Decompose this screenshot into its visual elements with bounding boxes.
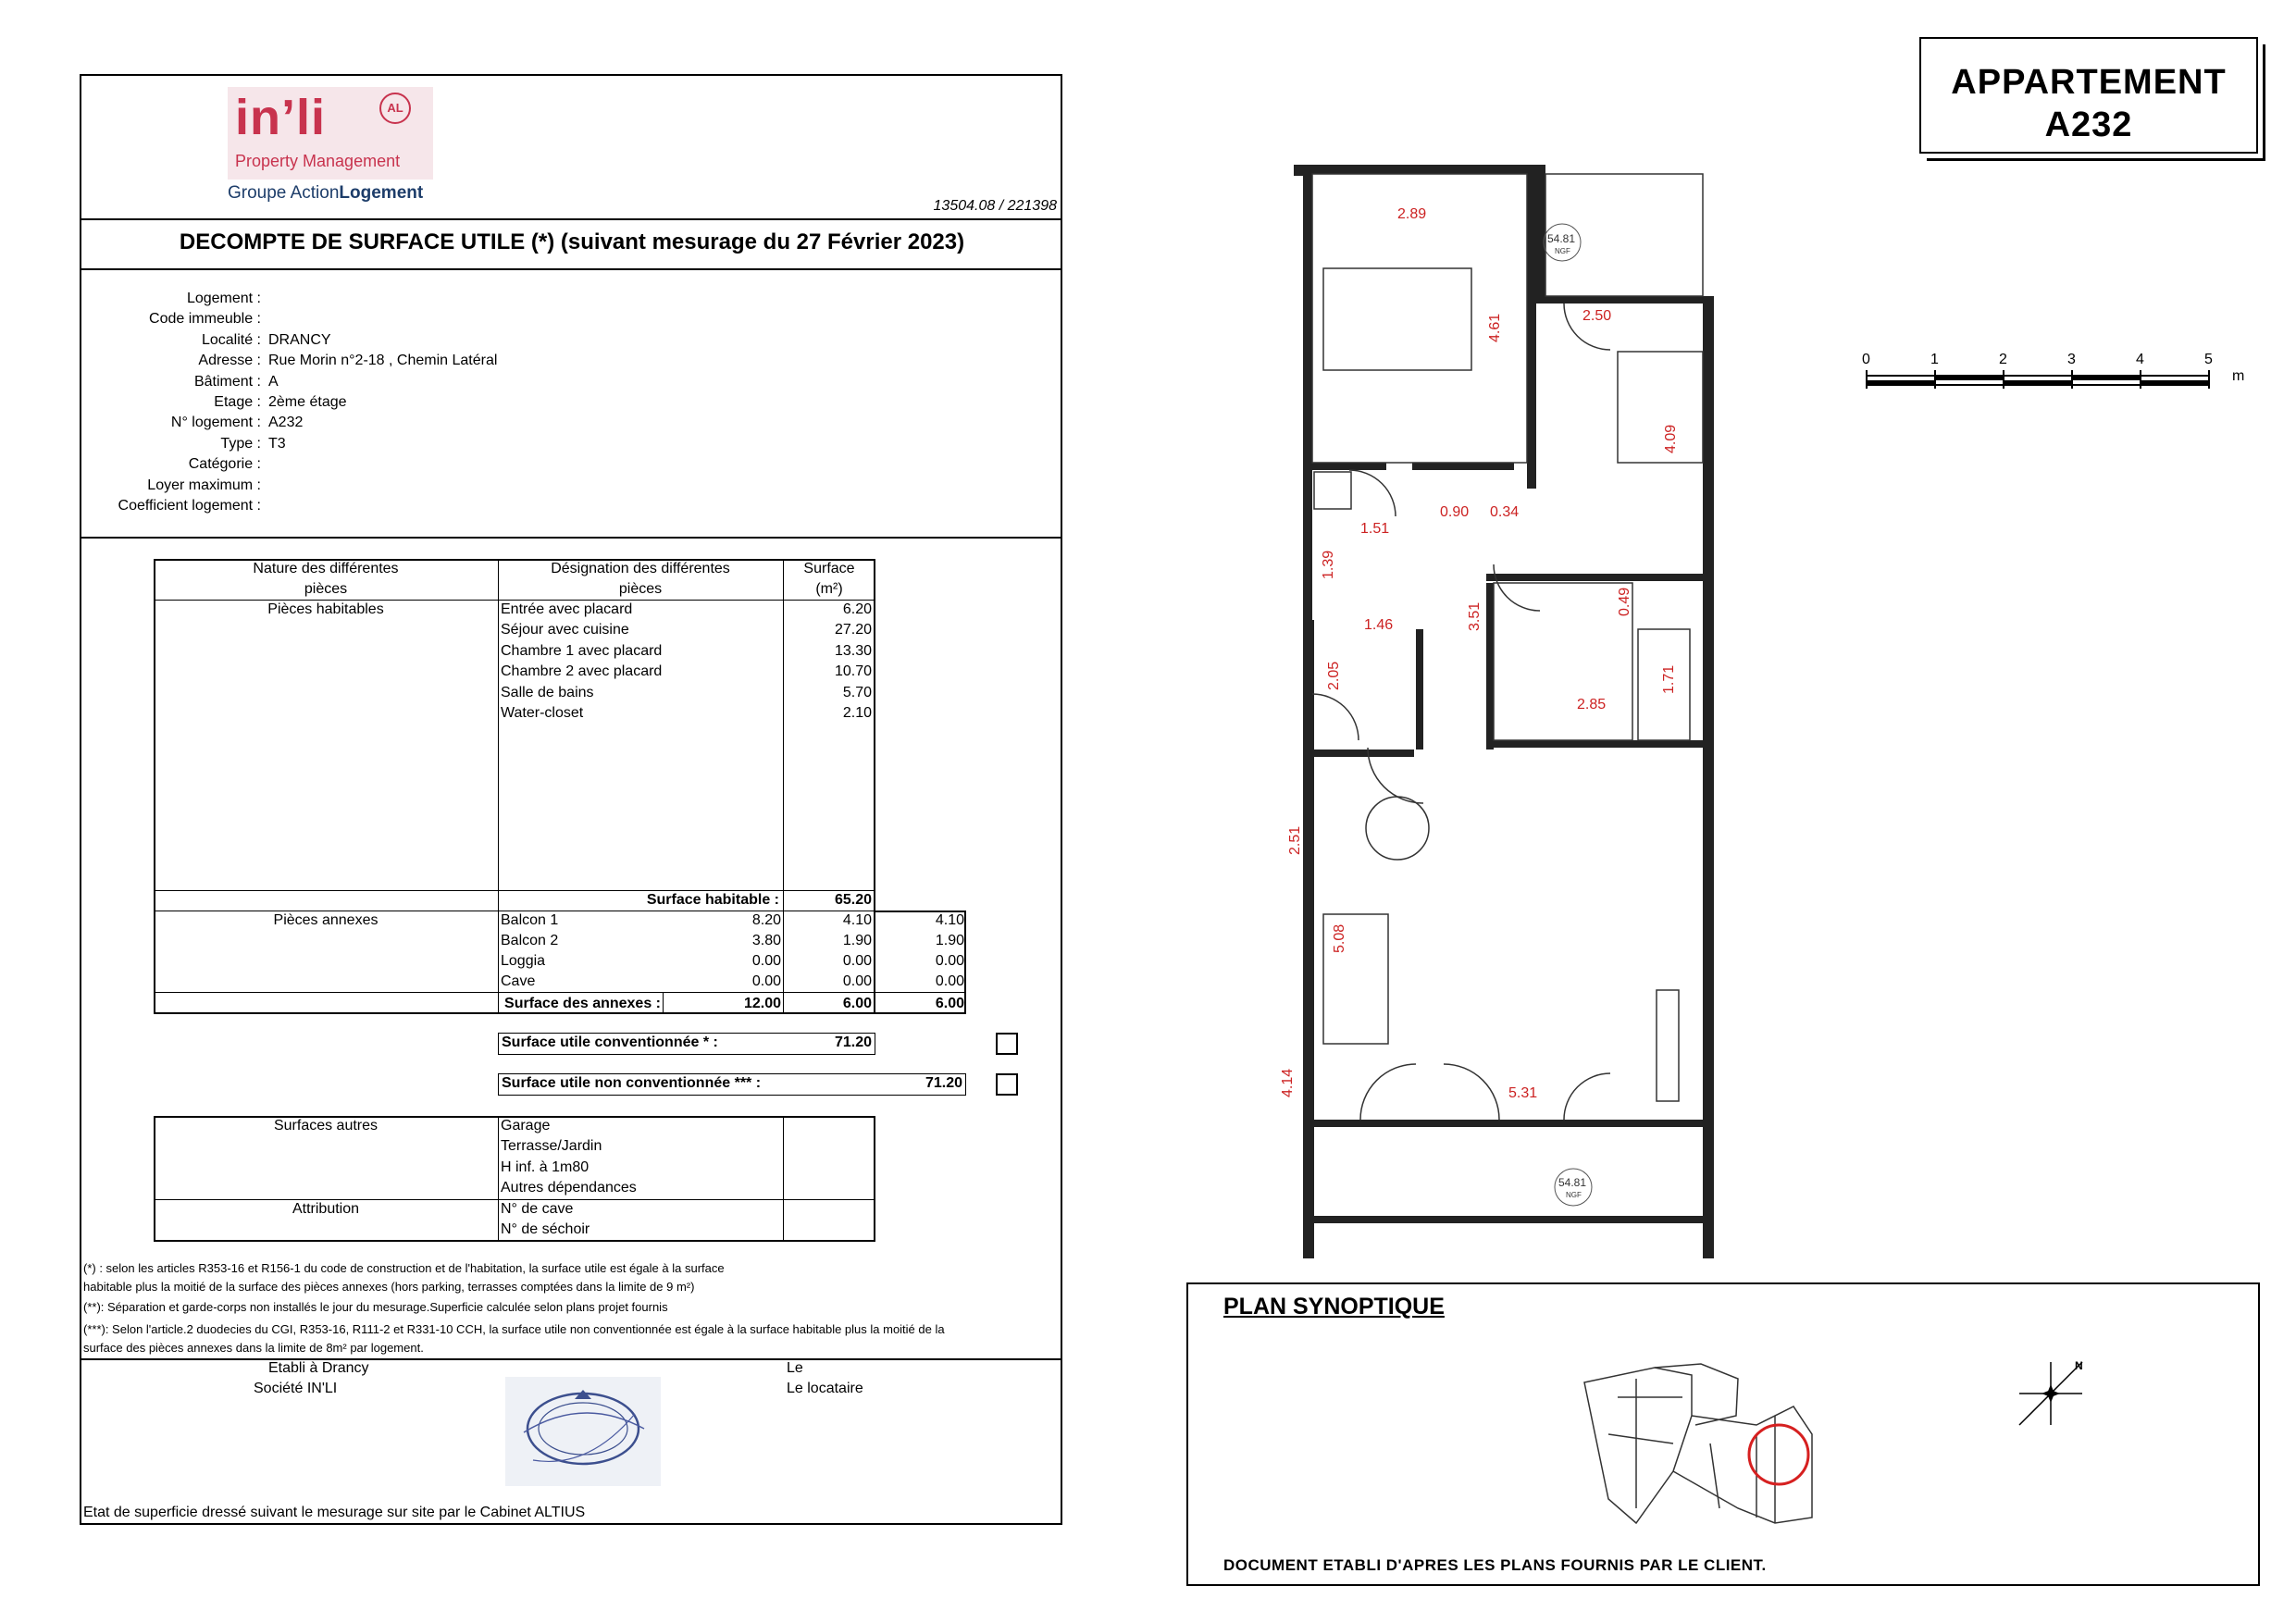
head-nature-2: pièces: [304, 581, 348, 597]
apartment-line2: A232: [2044, 105, 2133, 144]
surface-habitable-value: 65.20: [834, 892, 872, 908]
info-label: N° logement :: [170, 415, 261, 431]
info-value: T3: [268, 435, 286, 452]
habitable-row-surface: 2.10: [842, 705, 872, 721]
plan-dim-2: 4.61: [1487, 313, 1503, 342]
annex-row-v1: 8.20: [751, 912, 781, 928]
autres-label: Surfaces autres: [273, 1118, 379, 1134]
habitable-row-name: Séjour avec cuisine: [501, 622, 629, 638]
annexes-total-3: 6.00: [935, 996, 964, 1011]
head-desig-2: pièces: [618, 581, 663, 597]
col-line: [874, 911, 875, 1014]
annex-row-v3: 0.00: [935, 973, 964, 989]
annex-row-v2: 0.00: [842, 953, 872, 969]
head-desig-1: Désignation des différentes: [551, 561, 730, 576]
info-label: Catégorie :: [188, 456, 261, 473]
floor-plan: [1268, 157, 1749, 1258]
reference-number: 13504.08 / 221398: [933, 198, 1057, 214]
info-label: Code immeuble :: [149, 311, 261, 328]
autres-item: H inf. à 1m80: [501, 1158, 590, 1175]
info-label: Adresse :: [198, 353, 261, 369]
synoptique-plan: [1581, 1360, 1821, 1527]
habitable-row-surface: 6.20: [842, 601, 872, 617]
info-value: DRANCY: [268, 331, 331, 348]
info-label: Bâtiment :: [193, 373, 261, 390]
sign-le: Le: [787, 1360, 803, 1376]
ngf-sub-1: NGF: [1555, 247, 1570, 255]
synoptique-title: PLAN SYNOPTIQUE: [1223, 1294, 1445, 1319]
info-label: Type :: [220, 435, 261, 452]
plan-dim-13: 2.05: [1326, 661, 1342, 690]
attribution-item: N° de cave: [501, 1201, 574, 1217]
annexes-total-1: 12.00: [743, 996, 781, 1011]
info-label: Coefficient logement :: [118, 498, 261, 514]
info-value: Rue Morin n°2-18 , Chemin Latéral: [268, 353, 498, 369]
annex-row-name: Balcon 2: [501, 933, 559, 948]
col-line: [498, 1116, 499, 1242]
apartment-box: [1919, 37, 2258, 154]
note-2: habitable plus la moitié de la surface des pièces annexes (hors parking, terrasses comptées dans la limite de 9 m²): [83, 1280, 695, 1294]
plan-dim-18: 4.14: [1280, 1068, 1296, 1097]
head-surf-2: (m²): [815, 581, 843, 597]
scale-tick-5: 5: [2204, 352, 2213, 367]
col-line: [783, 911, 784, 1014]
scale-unit: m: [2232, 368, 2245, 384]
plan-dim-6: 0.34: [1490, 504, 1520, 520]
scale-tick-4: 4: [2136, 352, 2144, 367]
synoptique-footer: DOCUMENT ETABLI D'APRES LES PLANS FOURNIS PAR LE CLIENT.: [1223, 1556, 1767, 1574]
divider: [81, 1358, 1061, 1360]
info-label: Localité :: [201, 331, 261, 348]
plan-dim-17: 5.31: [1508, 1085, 1538, 1101]
conv-checkbox[interactable]: [996, 1033, 1018, 1055]
page-title: DECOMPTE DE SURFACE UTILE (*) (suivant mesurage du 27 Février 2023): [179, 229, 965, 254]
head-surf-1: Surface: [803, 561, 855, 576]
plan-dim-1: 2.89: [1397, 206, 1427, 222]
info-value: 2ème étage: [268, 394, 347, 410]
apartment-location-marker: [1749, 1425, 1808, 1484]
annex-row-v1: 0.00: [751, 953, 781, 969]
compass-north: N: [2075, 1359, 2083, 1372]
row-line: [154, 992, 966, 993]
scale-graphic: [1866, 370, 2212, 390]
autres-item: Autres dépendances: [501, 1180, 637, 1196]
plan-dim-5: 0.90: [1440, 504, 1470, 520]
sign-societe: Société IN'LI: [254, 1381, 338, 1396]
autres-item: Garage: [501, 1118, 551, 1134]
annex-row-v3: 4.10: [935, 912, 964, 928]
attribution-item: N° de séchoir: [501, 1221, 590, 1238]
conv-label: Surface utile conventionnée * :: [502, 1035, 718, 1050]
scale-tick-1: 1: [1930, 352, 1939, 367]
conv-value: 71.20: [834, 1035, 872, 1050]
col-line: [783, 1116, 784, 1242]
habitables-label: Pièces habitables: [267, 601, 384, 617]
sign-footer: Etat de superficie dressé suivant le mesurage sur site par le Cabinet ALTIUS: [83, 1505, 586, 1520]
head-nature-1: Nature des différentes: [253, 561, 399, 576]
habitable-row-name: Water-closet: [501, 705, 584, 721]
habitable-row-surface: 13.30: [834, 642, 872, 659]
plan-dim-4: 4.09: [1663, 424, 1679, 453]
attribution-label: Attribution: [292, 1201, 360, 1217]
sign-etabli: Etabli à Drancy: [268, 1360, 369, 1376]
autres-item: Terrasse/Jardin: [501, 1138, 602, 1155]
plan-dim-15: 2.51: [1287, 825, 1303, 855]
ngf-level-1: 54.81: [1547, 232, 1576, 245]
habitable-row-name: Salle de bains: [501, 684, 594, 700]
logo-line2-a: Groupe Action: [228, 183, 340, 203]
note-5: surface des pièces annexes dans la limite de 8m² par logement.: [83, 1341, 424, 1355]
logo-brand-text: in’li: [235, 90, 326, 145]
annex-row-v1: 0.00: [751, 973, 781, 989]
col-line: [498, 559, 499, 1014]
annex-row-v2: 1.90: [842, 933, 872, 948]
logo-line2: [228, 183, 423, 204]
habitable-row-surface: 10.70: [834, 663, 872, 680]
ngf-sub-2: NGF: [1566, 1191, 1582, 1199]
plan-dim-12: 1.71: [1661, 664, 1677, 694]
note-1: (*) : selon les articles R353-16 et R156-1 du code de construction et de l'habitation, la surface utile est égale à la surface: [83, 1261, 725, 1275]
note-4: (***): Selon l'article.2 duodecies du CGI, R353-16, R111-2 et R331-10 CCH, la surface utile non conventionnée est égale à la surface habitable plus la moitié de la: [83, 1322, 945, 1336]
logo-line2-b: Logement: [339, 183, 424, 203]
annexes-label: Pièces annexes: [273, 912, 379, 928]
plan-dim-9: 1.46: [1364, 617, 1394, 633]
note-3: (**): Séparation et garde-corps non installés le jour du mesurage.Superficie calculée selon plans projet fournis: [83, 1300, 668, 1314]
scale-tick-3: 3: [2067, 352, 2076, 367]
divider: [81, 218, 1061, 220]
annex-row-v1: 3.80: [751, 933, 781, 948]
habitable-row-surface: 27.20: [834, 622, 872, 638]
surface-habitable-label: Surface habitable :: [646, 892, 779, 908]
annex-row-v2: 0.00: [842, 973, 872, 989]
info-value: A232: [268, 415, 304, 431]
nonconv-checkbox[interactable]: [996, 1073, 1018, 1096]
annex-row-v2: 4.10: [842, 912, 872, 928]
inli-logo: [228, 87, 435, 210]
plan-dim-14: 2.85: [1577, 697, 1607, 712]
plan-dim-11: 0.49: [1617, 587, 1632, 616]
apartment-line1: APPARTEMENT: [1951, 63, 2227, 102]
scale-tick-2: 2: [1999, 352, 2007, 367]
plan-dim-3: 2.50: [1582, 308, 1612, 324]
plan-dim-7: 1.51: [1360, 521, 1390, 537]
plan-dim-16: 5.08: [1332, 923, 1347, 953]
nonconv-label: Surface utile non conventionnée *** :: [502, 1075, 762, 1091]
annex-row-name: Cave: [501, 973, 536, 989]
nonconv-value: 71.20: [925, 1075, 962, 1091]
info-value: A: [268, 373, 279, 390]
info-label: Logement :: [186, 291, 261, 306]
annex-row-v3: 0.00: [935, 953, 964, 969]
logo-al-badge: AL: [379, 93, 411, 124]
info-label: Loyer maximum :: [147, 477, 261, 493]
walls: [1294, 165, 1714, 1258]
ngf-level-2: 54.81: [1558, 1176, 1587, 1189]
stamp-graphic: [505, 1377, 661, 1486]
logo-line1: Property Management: [235, 152, 401, 170]
annex-row-name: Balcon 1: [501, 912, 559, 928]
company-stamp: [505, 1377, 661, 1486]
habitable-row-name: Chambre 2 avec placard: [501, 663, 663, 680]
annexes-total-2: 6.00: [842, 996, 872, 1011]
habitable-row-name: Entrée avec placard: [501, 601, 633, 617]
info-label: Etage :: [214, 394, 261, 410]
sign-locataire: Le locataire: [787, 1381, 863, 1396]
plan-dim-8: 1.39: [1321, 550, 1336, 579]
scale-tick-0: 0: [1862, 352, 1870, 367]
annex-row-name: Loggia: [501, 953, 546, 969]
divider: [81, 537, 1061, 539]
habitable-row-surface: 5.70: [842, 684, 872, 700]
scale-bar: [1862, 350, 2245, 394]
divider: [81, 268, 1061, 270]
annexes-total-label: Surface des annexes :: [504, 996, 661, 1011]
annex-row-v3: 1.90: [935, 933, 964, 948]
plan-dim-10: 3.51: [1467, 601, 1483, 631]
habitable-row-name: Chambre 1 avec placard: [501, 642, 663, 659]
compass-icon: [2014, 1357, 2088, 1431]
